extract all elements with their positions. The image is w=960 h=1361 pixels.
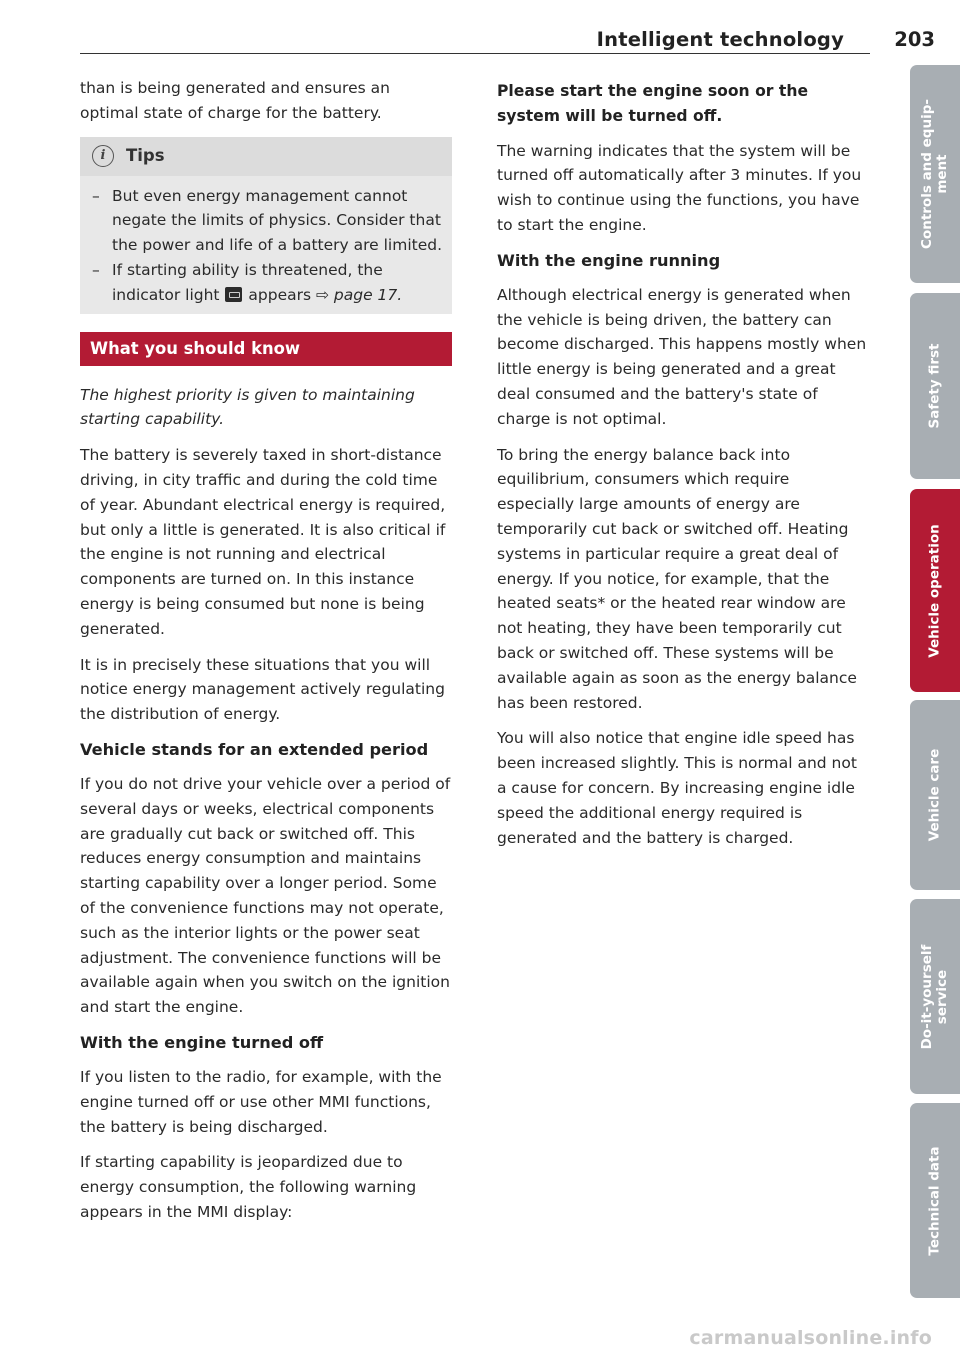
page-number: 203	[894, 28, 935, 51]
body-paragraph: The warning indicates that the system will be turned off automatically after 3 minutes. If you wish to continue using the functions, you have to start the engine.	[497, 141, 862, 234]
tips-item-text: If starting ability is threatened, the indicator light	[112, 260, 383, 304]
body-paragraph: The battery is severely taxed in short-distance driving, in city traffic and during the cold time of year. Abundant electrical energy is required, but only a little is generated. It is also critical if the engine is not running and electrical components are turned on. In this instance energy is being consumed but none is being generated.	[80, 446, 446, 638]
side-tab-controls[interactable]	[910, 65, 960, 283]
subheading: Vehicle stands for an extended period	[80, 739, 429, 759]
side-tab-vehicle-operation[interactable]	[910, 489, 960, 692]
subheading: With the engine running	[497, 250, 721, 270]
body-paragraph: Although electrical energy is generated when the vehicle is being driven, the battery can become discharged. This happens mostly when little energy is being generated and a great deal consumed and the battery's state of charge is not optimal.	[497, 285, 867, 428]
side-tab-safety[interactable]	[910, 293, 960, 479]
battery-warning-icon	[225, 287, 242, 302]
tips-box	[80, 137, 452, 314]
watermark: carmanualsonline.info	[689, 1327, 932, 1349]
tips-title: Tips	[126, 145, 165, 165]
side-tab-technical-data[interactable]	[910, 1103, 960, 1298]
body-paragraph: It is in precisely these situations that you will notice energy management actively regulating the distribution of energy.	[80, 655, 445, 724]
side-tab-vehicle-care[interactable]	[910, 700, 960, 890]
section-title-bar: What you should know	[80, 332, 452, 366]
side-tab-label: Safety first	[926, 343, 943, 429]
info-icon: i	[92, 145, 114, 167]
side-tab-label: Controls and equip- ment	[919, 99, 950, 249]
page-header-title: Intelligent technology	[596, 28, 844, 51]
section-intro: The highest priority is given to maintaining starting capability.	[80, 385, 415, 429]
right-column	[497, 79, 869, 861]
tips-item-text: appears ⇨	[248, 285, 329, 304]
left-column	[80, 76, 452, 1236]
body-paragraph: If you listen to the radio, for example, with the engine turned off or use other MMI functions, the battery is being discharged.	[80, 1067, 442, 1136]
warning-message: Please start the engine soon or the system will be turned off.	[497, 82, 809, 125]
body-paragraph: If starting capability is jeopardized due to energy consumption, the following warning appears in the MMI display:	[80, 1153, 417, 1221]
body-paragraph: If you do not drive your vehicle over a period of several days or weeks, electrical components are gradually cut back or switched off. This reduces energy consumption and maintains starting capability over a longer period. Some of the convenience functions may not operate, such as the interior lights or the power seat adjustment. The convenience functions will be available again when you switch on the ignition and start the engine.	[80, 774, 451, 1017]
header-rule	[80, 53, 870, 54]
intro-paragraph: than is being generated and ensures an optimal state of charge for the battery.	[80, 79, 390, 122]
tips-item	[90, 258, 442, 308]
side-tab-diy-service[interactable]	[910, 899, 960, 1094]
tips-header	[80, 137, 452, 176]
subheading: With the engine turned off	[80, 1032, 324, 1052]
tips-item: – But even energy management cannot negate the limits of physics. Consider that the power and life of a battery are limited.	[90, 184, 442, 258]
side-tab-label: Vehicle care	[926, 748, 943, 842]
side-tab-label: Do-it-yourself service	[919, 944, 950, 1049]
side-tab-label: Technical data	[926, 1145, 943, 1256]
tips-list	[90, 176, 442, 314]
side-tab-label: Vehicle operation	[926, 523, 943, 658]
page-reference-link[interactable]: page 17.	[333, 285, 403, 304]
body-paragraph: You will also notice that engine idle speed has been increased slightly. This is normal and not a cause for concern. By increasing engine idle speed the additional energy required is generated and the battery is charged.	[497, 729, 857, 847]
body-paragraph: To bring the energy balance back into equilibrium, consumers which require especially large amounts of energy are temporarily cut back or switched off. Heating systems in particular require a great deal of energy. If you notice, for example, that the heated seats* or the heated rear window are not heating, they have been temporarily cut back or switched off. These systems will be available again as soon as the energy balance has been restored.	[497, 445, 857, 712]
